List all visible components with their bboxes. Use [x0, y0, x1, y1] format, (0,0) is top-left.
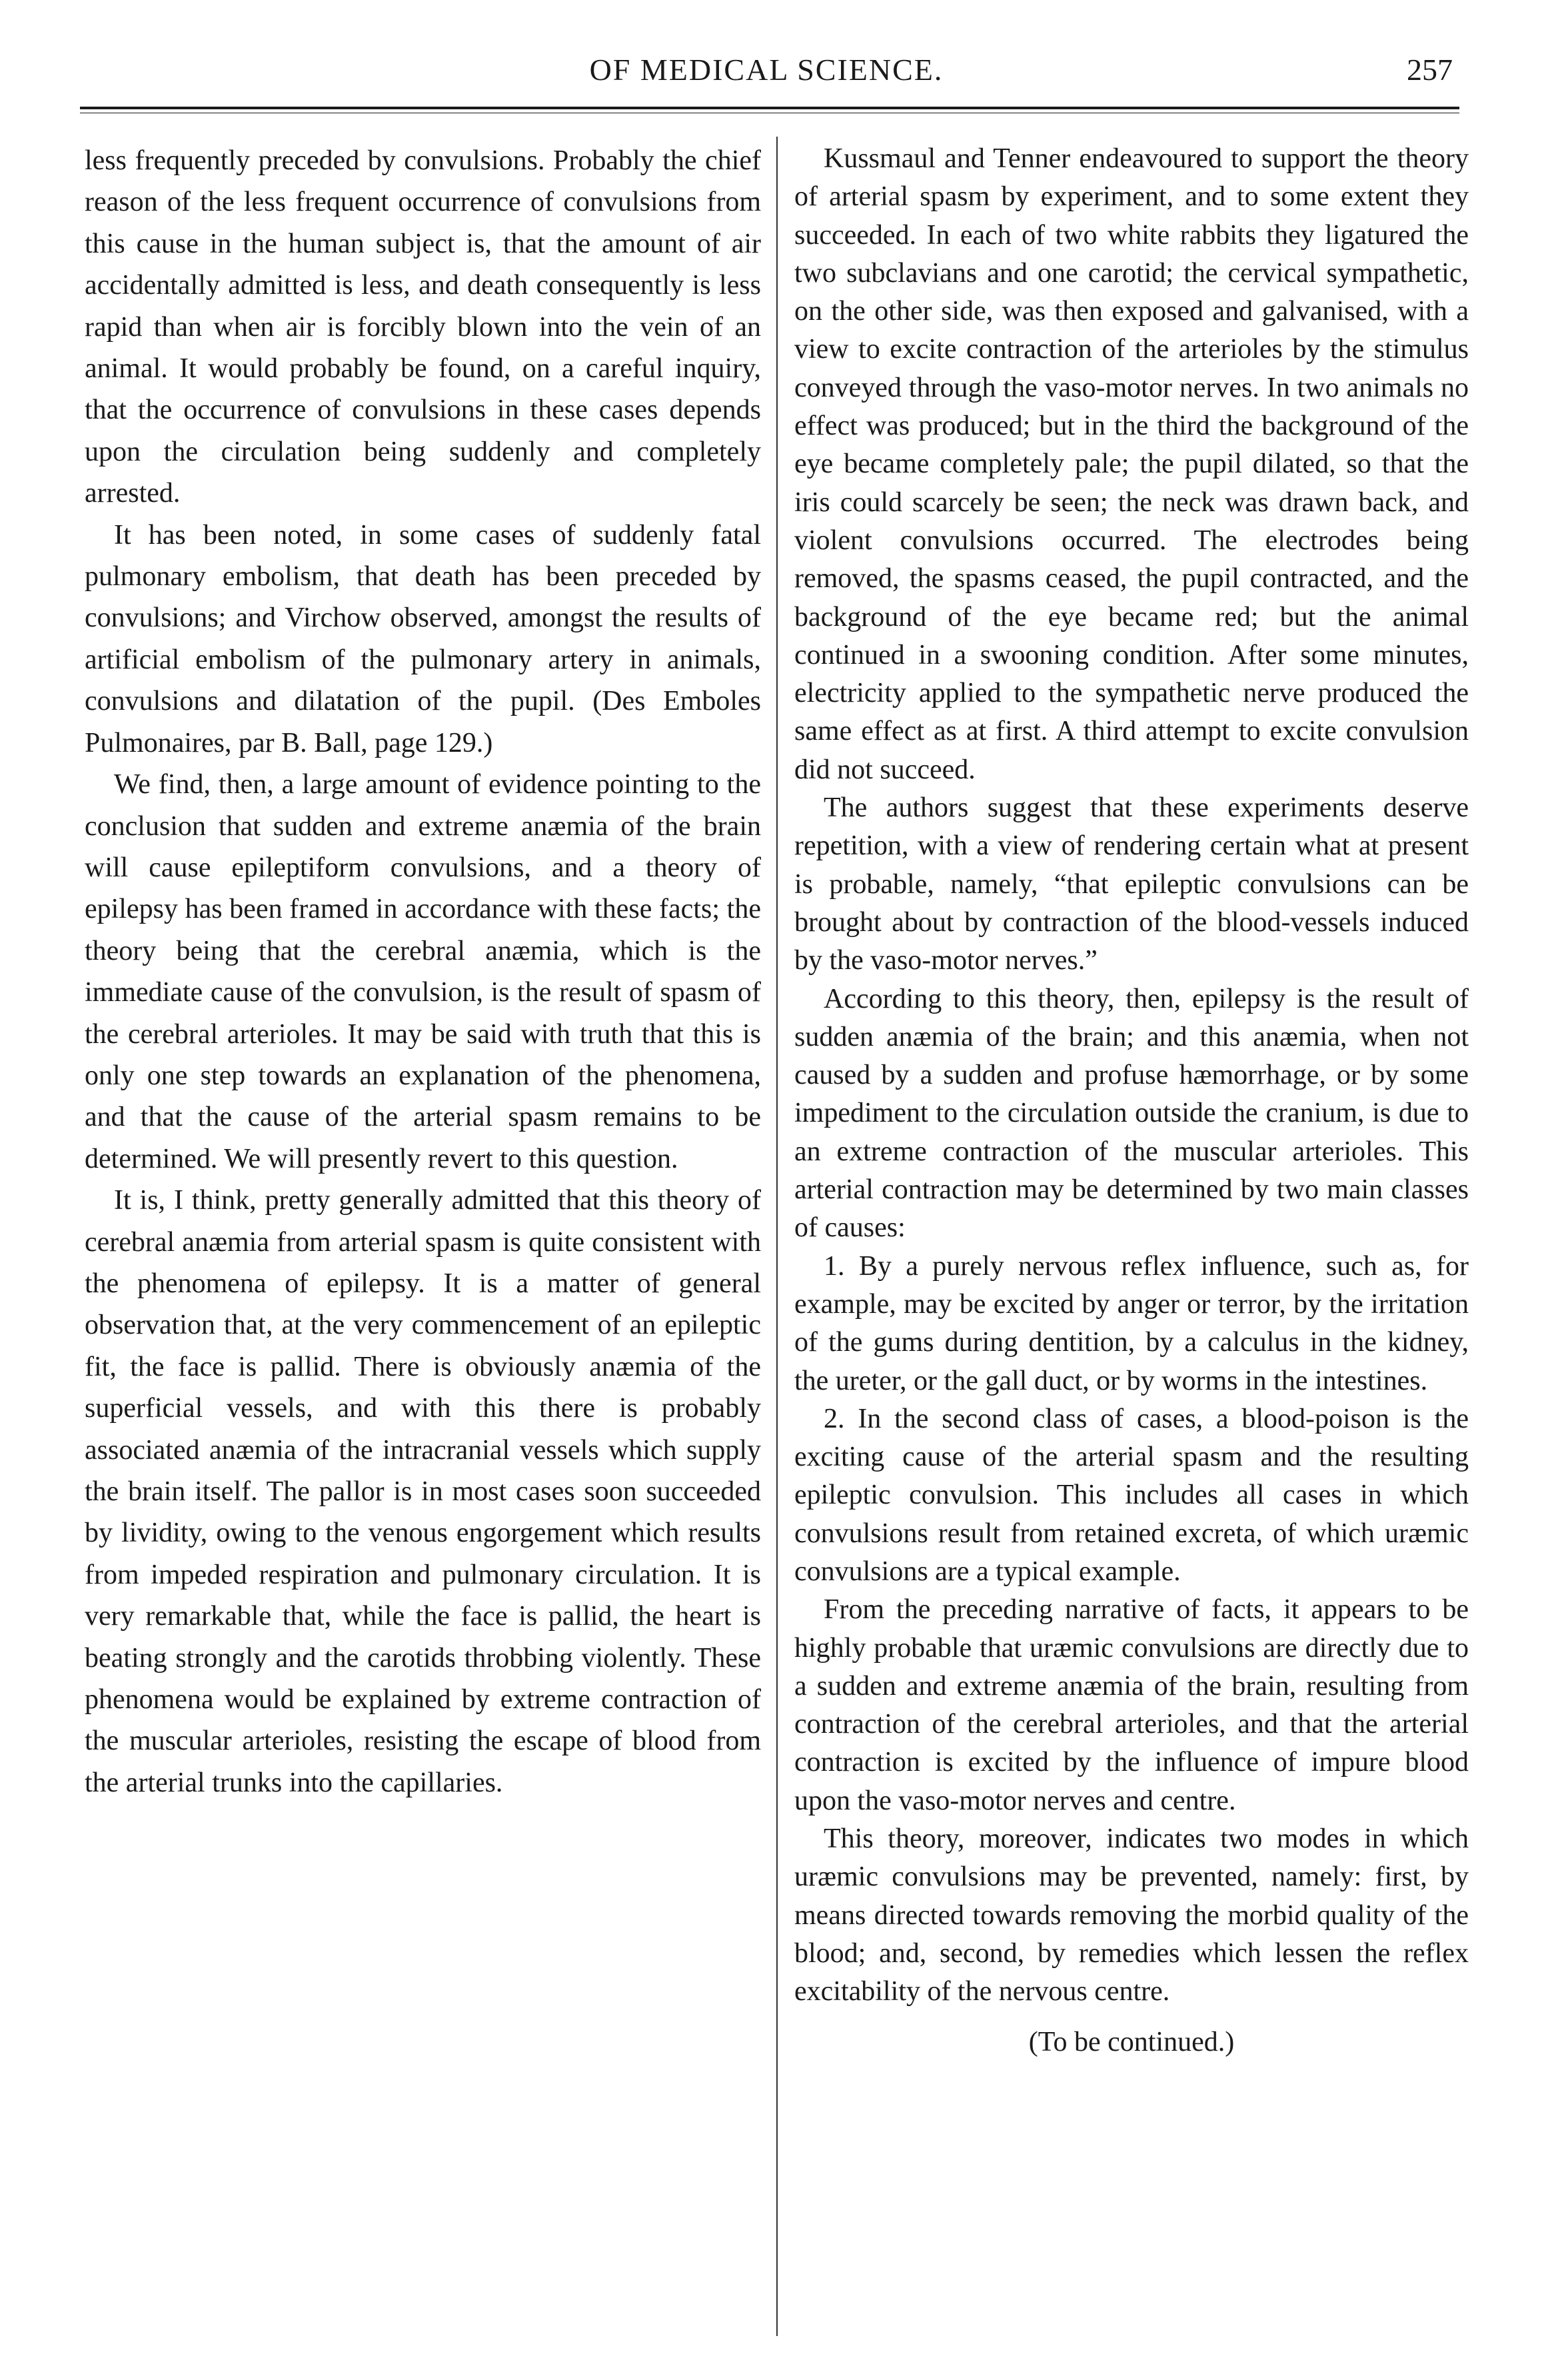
left-column: [85, 140, 761, 1803]
list-item: 2. In the second class of cases, a blood-poison is the exciting cause of the arterial spasm and the resulting epileptic convulsion. This includes all cases in which convulsions result from retained excreta, of which uræmic convulsions are a typical example.: [794, 1403, 1469, 1587]
paragraph: It is, I think, pretty generally admitted that this theory of cerebral anæmia from arterial spasm is quite consistent with the phenomena of epilepsy. It is a matter of general observation that, at the very commencement of an epileptic fit, the face is pallid. There is obviously anæmia of the superficial vessels, and with this there is probably associated anæmia of the intracranial vessels which supply the brain itself. The pallor is in most cases soon succeeded by lividity, owing to the venous engorgement which results from impeded respiration and pulmonary circulation. It is very remarkable that, while the face is pallid, the heart is beating strongly and the carotids throbbing violently. These phenomena would be explained by extreme contraction of the muscular arterioles, resisting the escape of blood from the arterial trunks into the capillaries.: [85, 1185, 761, 1798]
list-item: 1. By a purely nervous reflex influence, such as, for example, may be excited by anger or terror, by the irritation of the gums during dentition, by a calculus in the kidney, the ureter, or the gall duct, or by worms in the intestines.: [794, 1250, 1469, 1396]
paragraph: The authors suggest that these experiments deserve repetition, with a view of rendering certain what at present is probable, namely, “that epileptic convulsions can be brought about by contraction of the blood-vessels induced by the vaso-motor nerves.”: [794, 792, 1469, 976]
right-column: [794, 140, 1469, 2061]
paragraph: It has been noted, in some cases of suddenly fatal pulmonary embolism, that death has been preceded by convulsions; and Virchow observed, amongst the results of artificial embolism of the pulmonary artery in animals, convulsions and dilatation of the pupil. (Des Emboles Pulmonaires, par B. Ball, page 129.): [85, 519, 761, 758]
page-header: [80, 52, 1453, 105]
paragraph: less frequently preceded by convulsions. Probably the chief reason of the less frequent occurrence of convulsions from this cause in the human subject is, that the amount of air accidentally admitted is less, and death consequently is less rapid than when air is forcibly blown into the vein of an animal. It would probably be found, on a careful inquiry, that the occurrence of convulsions in these cases depends upon the circulation being suddenly and completely arrested.: [85, 145, 761, 509]
running-title: OF MEDICAL SCIENCE.: [589, 53, 944, 87]
paragraph: This theory, moreover, indicates two modes in which uræmic convulsions may be prevented, namely: first, by means directed towards removing the morbid quality of the blood; and, second, by remedies which lessen the reflex excitability of the nervous centre.: [794, 1823, 1469, 2007]
header-rule: [80, 107, 1459, 112]
column-divider: [776, 137, 778, 2336]
paragraph: We find, then, a large amount of evidence pointing to the conclusion that sudden and extreme anæmia of the brain will cause epileptiform convulsions, and a theory of epilepsy has been framed in accordance with these facts; the theory being that the cerebral anæmia, which is the immediate cause of the convulsion, is the result of spasm of the cerebral arterioles. It may be said with truth that this is only one step towards an explanation of the phenomena, and that the cause of the arterial spasm remains to be determined. We will presently revert to this question.: [85, 769, 761, 1174]
paragraph: Kussmaul and Tenner endeavoured to support the theory of arterial spasm by experiment, and to some extent they succeeded. In each of two white rabbits they ligatured the two subclavians and one carotid; the cervical sympathetic, on the other side, was then exposed and galvanised, with a view to excite contraction of the arterioles by the stimulus conveyed through the vaso-motor nerves. In two animals no effect was produced; but in the third the background of the eye became completely pale; the pupil dilated, so that the iris could scarcely be seen; the neck was drawn back, and violent convulsions occurred. The electrodes being removed, the spasms ceased, the pupil contracted, and the background of the eye became red; but the animal continued in a swooning condition. After some minutes, electricity applied to the sympathetic nerve produced the same effect as at first. A third attempt to excite convulsion did not succeed.: [794, 143, 1469, 785]
paragraph: According to this theory, then, epilepsy is the result of sudden anæmia of the brain; and this anæmia, when not caused by a sudden and profuse hæmorrhage, or by some impediment to the circulation outside the cranium, is due to an extreme contraction of the muscular arterioles. This arterial contraction may be determined by two main classes of causes:: [794, 983, 1469, 1244]
paragraph: From the preceding narrative of facts, it appears to be highly probable that uræmic convulsions are directly due to a sudden and extreme anæmia of the brain, resulting from contraction of the cerebral arterioles, and that the arterial contraction is excited by the influence of impure blood upon the vaso-motor nerves and centre.: [794, 1594, 1469, 1816]
continued-note: (To be continued.): [1028, 2026, 1235, 2057]
page-number: 257: [1407, 53, 1453, 87]
